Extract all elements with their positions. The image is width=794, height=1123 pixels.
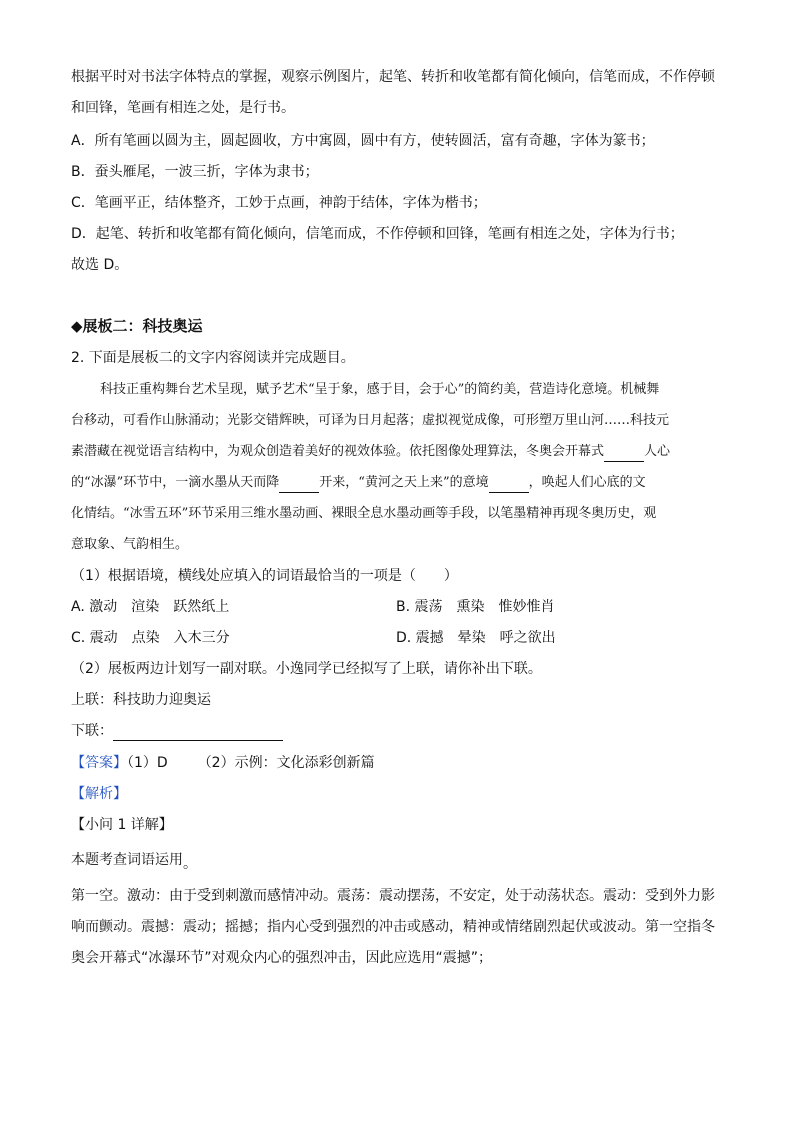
answer-label: 【答案】 xyxy=(71,755,127,771)
passage-line-4-b: 开来，“黄河之天上来”的意境 xyxy=(319,475,489,490)
prev-option-c: C．笔画平正，结体整齐，工妙于点画，神韵于结体，字体为楷书； xyxy=(71,195,487,211)
couplet-upper: 上联：科技助力迎奥运 xyxy=(71,692,211,708)
analysis-para-1: 第一空。激动：由于受到刺激而感情冲动。震荡：震动摆荡，不安定，处于动荡状态。震动：受到外力影 xyxy=(71,888,715,904)
blank-3 xyxy=(489,478,529,493)
analysis-topic-mark: 。 xyxy=(183,856,197,872)
prev-option-b: B．蚕头雁尾，一波三折，字体为隶书； xyxy=(71,164,319,180)
intro-line-2: 和回锋，笔画有相连之处，是行书。 xyxy=(71,100,295,116)
analysis-para-2: 响而颤动。震撼：震动；摇撼；指内心受到强烈的冲击或感动，精神或情绪剧烈起伏或波动。第一空指冬 xyxy=(71,919,715,935)
couplet-lower xyxy=(71,721,723,741)
sub1-option-d: D. 震撼 晕染 呼之欲出 xyxy=(396,630,556,646)
passage-line-6: 意取象、气韵相生。 xyxy=(71,537,189,552)
answer-line xyxy=(71,753,723,773)
prev-option-d: D．起笔、转折和收笔都有简化倾向，信笔而成，不作停顿和回锋，笔画有相连之处，字体为行书； xyxy=(71,226,684,242)
intro-line-1: 根据平时对书法字体特点的掌握，观察示例图片，起笔、转折和收笔都有简化倾向，信笔而成，不作停顿 xyxy=(71,69,715,85)
passage-line-2: 台移动，可看作山脉涌动；光影交错辉映，可译为日月起落；虚拟视觉成像，可形塑万里山河……科技元 xyxy=(71,413,670,428)
analysis-topic-text: 本题考查词语运用 xyxy=(71,852,183,868)
question-stem: 2. 下面是展板二的文字内容阅读并完成题目。 xyxy=(71,350,355,366)
blank-2 xyxy=(279,478,319,493)
analysis-para-3: 奥会开幕式“冰瀑环节”对观众内心的强烈冲击，因此应选用“震撼”； xyxy=(71,950,493,966)
answer-part-1: （1）D xyxy=(127,755,168,771)
section-title: ◆展板二：科技奥运 xyxy=(71,317,203,335)
blank-1 xyxy=(604,447,644,462)
couplet-answer-line xyxy=(113,726,283,741)
analysis-label: 【解析】 xyxy=(71,786,127,802)
sub1-option-c: C. 震动 点染 入木三分 xyxy=(71,630,230,646)
answer-part-2: （2）示例：文化添彩创新篇 xyxy=(197,755,375,771)
passage-line-4-a: 的“冰瀑”环节中，一滴水墨从天而降 xyxy=(71,475,280,490)
passage-line-3-tail: 人心 xyxy=(644,444,671,459)
passage-line-5: 化情结。“冰雪五环”环节采用三维水墨动画、裸眼全息水墨动画等手段，以笔墨精神再现冬奥历史，观 xyxy=(71,506,657,521)
passage-line-4-c: ，唤起人们心底的文 xyxy=(528,475,646,490)
passage-line-3-text: 素潜藏在视觉语言结构中，为观众创造着美好的视效体验。依托图像处理算法，冬奥会开幕式 xyxy=(71,444,605,459)
couplet-lower-label: 下联： xyxy=(71,723,113,739)
sub1-prompt: （1）根据语境，横线处应填入的词语最恰当的一项是（ ） xyxy=(71,568,458,584)
prev-conclusion: 故选 D。 xyxy=(71,257,129,273)
sub2-prompt: （2）展板两边计划写一副对联。小逸同学已经拟写了上联，请你补出下联。 xyxy=(71,661,542,677)
passage-line-4 xyxy=(71,473,723,493)
passage-line-3 xyxy=(71,442,723,462)
sub1-option-b: B. 震荡 熏染 惟妙惟肖 xyxy=(396,599,555,615)
passage-line-1: 科技正重构舞台艺术呈现，赋予艺术“呈于象，感于目，会于心”的简约美，营造诗化意境。机械舞 xyxy=(100,382,660,397)
prev-option-a: A．所有笔画以圆为主，圆起圆收，方中寓圆，圆中有方，使转圆活，富有奇趣，字体为篆书； xyxy=(71,133,655,149)
analysis-sub-label: 【小问 1 详解】 xyxy=(71,817,173,833)
sub1-option-a: A. 激动 渲染 跃然纸上 xyxy=(71,599,230,615)
analysis-topic xyxy=(71,850,723,870)
